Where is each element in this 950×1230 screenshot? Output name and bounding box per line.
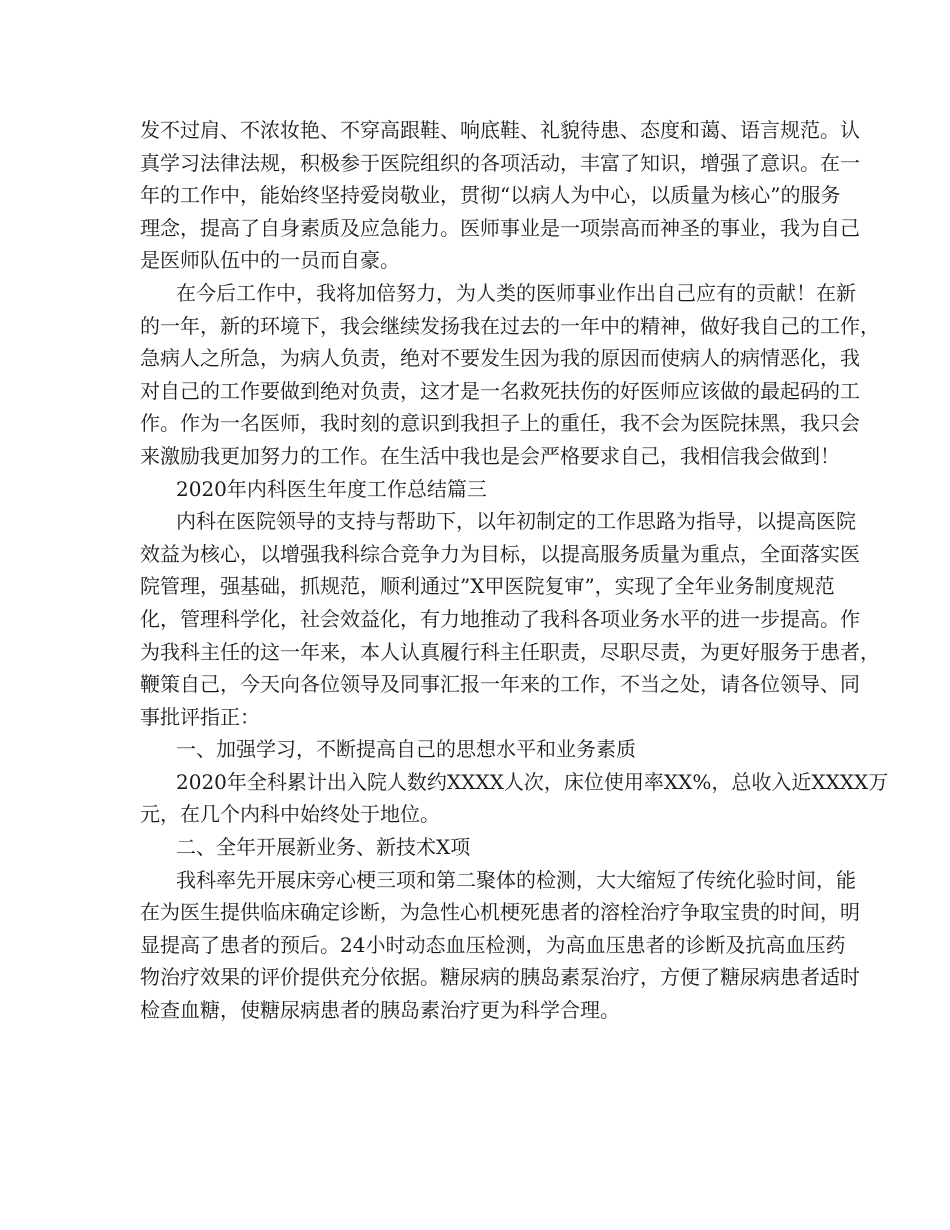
text-line: 院管理，强基础，抓规范，顺利通过”X甲医院复审”，实现了全年业务制度规范 [140,574,835,599]
text-line: 鞭策自己，今天向各位领导及同事汇报一年来的工作，不当之处，请各位领导、同 [140,672,860,697]
text-line: 的一年，新的环境下，我会继续发扬我在过去的一年中的精神，做好我自己的工作， [140,313,880,338]
section-heading: 2020年内科医生年度工作总结篇三 [176,476,487,501]
text-line: 在为医生提供临床确定诊断，为急性心机梗死患者的溶栓治疗争取宝贵的时间，明 [140,900,860,925]
text-line: 物治疗效果的评价提供充分依据。糖尿病的胰岛素泵治疗，方便了糖尿病患者适时 [140,965,860,990]
document-body [140,114,889,1027]
section-heading: 一、加强学习，不断提高自己的思想水平和业务素质 [176,737,636,762]
text-line: 理念，提高了自身素质及应急能力。医师事业是一项崇高而神圣的事业，我为自己 [140,215,860,240]
text-line: 元，在几个内科中始终处于地位。 [140,802,440,827]
text-line: 急病人之所急，为病人负责，绝对不要发生因为我的原因而使病人的病情恶化，我 [140,346,860,371]
text-line: 来激励我更加努力的工作。在生活中我也是会严格要求自己，我相信我会做到！ [140,443,840,468]
text-line: 年的工作中，能始终坚持爱岗敬业，贯彻“以病人为中心，以质量为核心”的服务 [140,183,841,208]
text-line: 为我科主任的这一年来，本人认真履行科主任职责，尽职尽责，为更好服务于患者， [140,639,880,664]
text-line: 化，管理科学化，社会效益化，有力地推动了我科各项业务水平的进一步提高。作 [140,606,860,631]
section-heading: 二、全年开展新业务、新技术X项 [176,835,471,860]
text-line: 是医师队伍中的一员而自豪。 [140,248,400,273]
text-line: 事批评指正： [140,704,260,729]
text-line: 作。作为一名医师，我时刻的意识到我担子上的重任，我不会为医院抹黑，我只会 [140,411,860,436]
text-line: 发不过肩、不浓妆艳、不穿高跟鞋、响底鞋、礼貌待患、态度和蔼、语言规范。认 [140,118,860,142]
paragraph-start-line: 我科率先开展床旁心梗三项和第二聚体的检测，大大缩短了传统化验时间，能 [176,867,856,892]
paragraph-start-line: 内科在医院领导的支持与帮助下，以年初制定的工作思路为指导，以提高医院 [176,509,856,534]
paragraph-start-line: 2020年全科累计出入院人数约XXXX人次，床位使用率XX%，总收入近XXXX万 [176,769,889,794]
paragraph-start-line: 在今后工作中，我将加倍努力，为人类的医师事业作出自己应有的贡献！在新 [176,280,856,305]
text-line: 真学习法律法规，积极参于医院组织的各项活动，丰富了知识，增强了意识。在一 [140,150,860,175]
text-line: 显提高了患者的预后。24小时动态血压检测，为高血压患者的诊断及抗高血压药 [140,932,846,957]
text-line: 效益为核心，以增强我科综合竞争力为目标，以提高服务质量为重点，全面落实医 [140,541,860,566]
text-line: 检查血糖，使糖尿病患者的胰岛素治疗更为科学合理。 [140,998,620,1023]
text-line: 对自己的工作要做到绝对负责，这才是一名救死扶伤的好医师应该做的最起码的工 [140,378,860,403]
